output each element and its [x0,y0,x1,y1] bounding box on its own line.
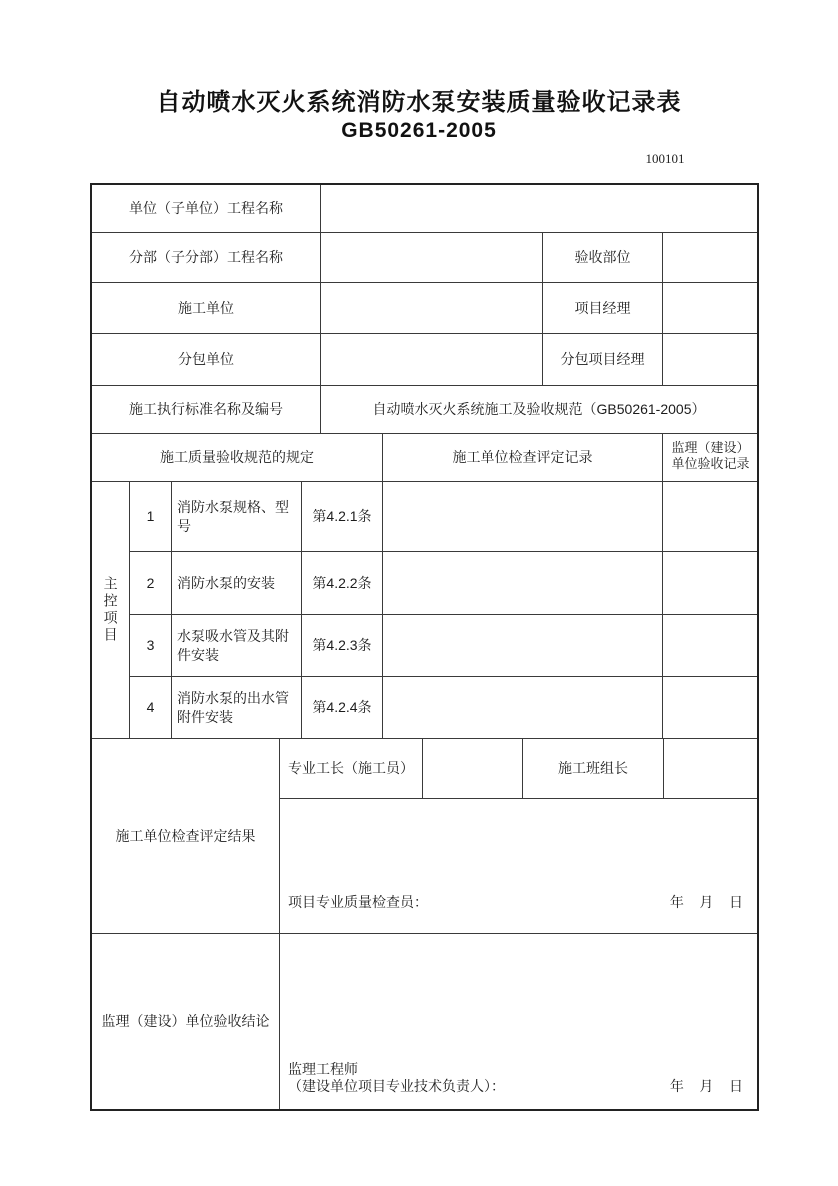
item-clause: 第4.2.4条 [302,677,383,739]
foreman-label: 专业工长（施工员） [280,739,423,799]
acceptance-form-table [90,183,759,1111]
page-title: 自动喷水灭火系统消防水泵安装质量验收记录表 [156,89,682,116]
subcontractor-field[interactable] [321,334,543,386]
item-supervisor-field[interactable] [663,677,757,739]
team-leader-signature-field[interactable] [664,739,757,799]
item-name: 消防水泵的安装 [172,552,302,615]
group-label-main-control [92,482,130,739]
form-number: 100101 [645,151,685,166]
item-supervisor-field[interactable] [663,615,757,677]
standard-name-value: 自动喷水灭火系统施工及验收规范（GB50261-2005） [321,386,757,434]
subsection-project-name-label: 分部（子分部）工程名称 [92,233,321,283]
evaluation-signature-row [280,893,757,911]
column-header-supervisor [663,434,757,482]
item-no: 2 [130,552,172,615]
item-no: 1 [130,482,172,552]
unit-project-name-label: 单位（子单位）工程名称 [92,185,321,233]
item-supervisor-field[interactable] [663,482,757,552]
item-clause: 第4.2.3条 [302,615,383,677]
subcontract-manager-label: 分包项目经理 [543,334,663,386]
item-record-field[interactable] [383,482,663,552]
unit-project-name-field[interactable] [321,185,757,233]
item-name: 消防水泵的出水管附件安装 [172,677,302,739]
acceptance-part-label: 验收部位 [543,233,663,283]
supervision-engineer-label [288,1061,505,1095]
conclusion-signature-area[interactable] [280,934,757,1109]
document-title-block [0,88,838,144]
subsection-project-name-field[interactable] [321,233,543,283]
conclusion-signature-row [280,1061,757,1095]
construction-unit-field[interactable] [321,283,543,334]
group-label-text: 主控项目 [102,576,119,644]
item-no: 4 [130,677,172,739]
evaluation-date-placeholder: 年 月 日 [669,893,743,910]
acceptance-part-field[interactable] [663,233,757,283]
page-subtitle: GB50261-2005 [341,119,497,142]
engineer-label-line2: （建设单位项目专业技术负责人）： [288,1078,505,1094]
supervision-conclusion-label: 监理（建设）单位验收结论 [92,934,280,1109]
item-record-field[interactable] [383,677,663,739]
project-manager-label: 项目经理 [543,283,663,334]
item-clause: 第4.2.2条 [302,552,383,615]
standard-name-label: 施工执行标准名称及编号 [92,386,321,434]
item-supervisor-field[interactable] [663,552,757,615]
item-name: 水泵吸水管及其附件安装 [172,615,302,677]
supervisor-header-line2: 单位验收记录 [671,456,750,471]
supervisor-header-line1: 监理（建设） [671,440,750,455]
evaluation-result-label: 施工单位检查评定结果 [92,739,280,934]
item-name: 消防水泵规格、型号 [172,482,302,552]
column-header-record: 施工单位检查评定记录 [383,434,663,482]
engineer-label-line1: 监理工程师 [288,1061,358,1077]
subcontract-manager-field[interactable] [663,334,757,386]
evaluation-signature-area[interactable] [280,799,757,934]
conclusion-date-placeholder: 年 月 日 [669,1077,743,1094]
quality-inspector-label: 项目专业质量检查员： [288,893,428,910]
item-record-field[interactable] [383,615,663,677]
subcontractor-label: 分包单位 [92,334,321,386]
item-no: 3 [130,615,172,677]
item-clause: 第4.2.1条 [302,482,383,552]
team-leader-label: 施工班组长 [523,739,664,799]
construction-unit-label: 施工单位 [92,283,321,334]
column-header-spec: 施工质量验收规范的规定 [92,434,383,482]
project-manager-field[interactable] [663,283,757,334]
item-record-field[interactable] [383,552,663,615]
foreman-signature-field[interactable] [423,739,523,799]
